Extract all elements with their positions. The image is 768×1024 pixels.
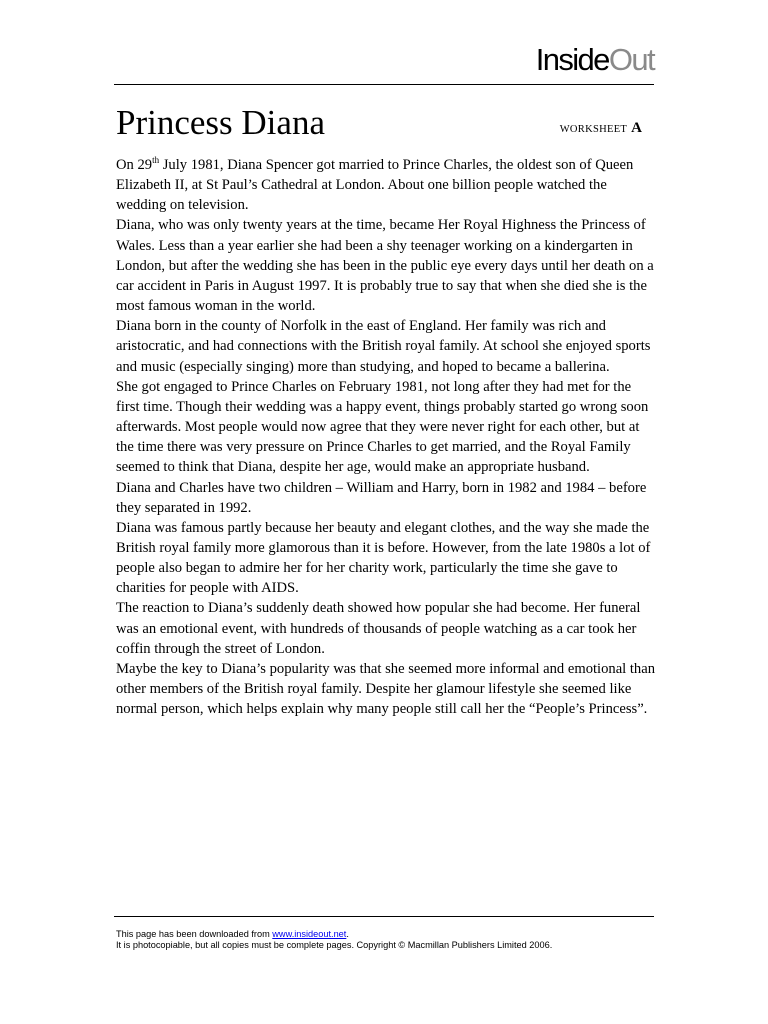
article-paragraph: Diana and Charles have two children – William and Harry, born in 1982 and 1984 – before they separated in 1992. xyxy=(116,479,647,516)
worksheet-letter: A xyxy=(631,120,642,136)
article-paragraph: Maybe the key to Diana’s popularity was that she seemed more informal and emotional than other members of the British royal family. Despite her glamour lifestyle she seemed like normal person, which helps explain why many people still call her the “People’s Princess”. xyxy=(116,660,656,718)
brand-logo xyxy=(536,44,654,75)
worksheet-label xyxy=(560,120,642,136)
article-paragraph: She got engaged to Prince Charles on February 1981, not long after they had met for the first time. Though their wedding was a happy event, things probably started go wrong soon afterwards. Most people would now agree that they were never right for each other, but at the time there was very pressure on Prince Charles to get married, and the Royal Family seemed to think that Diana, despite her age, would make an appropriate husband. xyxy=(116,378,649,476)
logo-out-text: Out xyxy=(608,42,654,77)
insideout-link[interactable]: www.insideout.net xyxy=(272,929,347,939)
logo-inside-text: Inside xyxy=(535,42,609,77)
footer-download-text: This page has been downloaded from xyxy=(116,929,273,939)
footer-divider xyxy=(114,916,654,917)
article-paragraph: Diana, who was only twenty years at the time, became Her Royal Highness the Princess of Wales. Less than a year earlier she had been a shy teenager working on a kindergarten in London, but after the wedding she has been in the public eye every days until her death on a car accident in Paris in August 1997. It is probably true to say that when she died she is the most famous woman in the world. xyxy=(116,217,654,315)
ordinal-suffix: th xyxy=(152,155,160,166)
article-body xyxy=(116,155,656,719)
footer-period: . xyxy=(346,929,349,939)
footer-copyright-line: It is photocopiable, but all copies must be complete pages. Copyright © Macmillan Publishers Limited 2006. xyxy=(116,939,553,950)
footer-download-line xyxy=(116,929,656,940)
article-paragraph: The reaction to Diana’s suddenly death showed how popular she had become. Her funeral was an emotional event, with hundreds of thousands of people watching as a car took her coffin through the street of London. xyxy=(116,600,641,657)
page-footer xyxy=(116,929,656,950)
header-divider xyxy=(114,84,654,85)
paragraph-1-rest: July 1981, Diana Spencer got married to Prince Charles, the oldest son of Queen Elizabeth II, at St Paul’s Cathedral at London. About one billion people watched the wedding on television. xyxy=(116,157,634,214)
worksheet-word: WORKSHEET xyxy=(559,124,628,135)
paragraph-1-start: On 29 xyxy=(116,157,153,173)
page-title: Princess Diana xyxy=(116,103,325,142)
article-paragraph: Diana was famous partly because her beauty and elegant clothes, and the way she made the British royal family more glamorous than it is before. However, from the late 1980s a lot of people also began to admire her for her charity work, particularly the time she gave to charities for people with AIDS. xyxy=(116,519,651,597)
article-paragraph-1 xyxy=(116,155,656,215)
article-paragraph: Diana born in the county of Norfolk in the east of England. Her family was rich and aristocratic, and had connections with the British royal family. At school she enjoyed sports and music (especially singing) more than studying, and hoped to became a ballerina. xyxy=(116,318,651,375)
